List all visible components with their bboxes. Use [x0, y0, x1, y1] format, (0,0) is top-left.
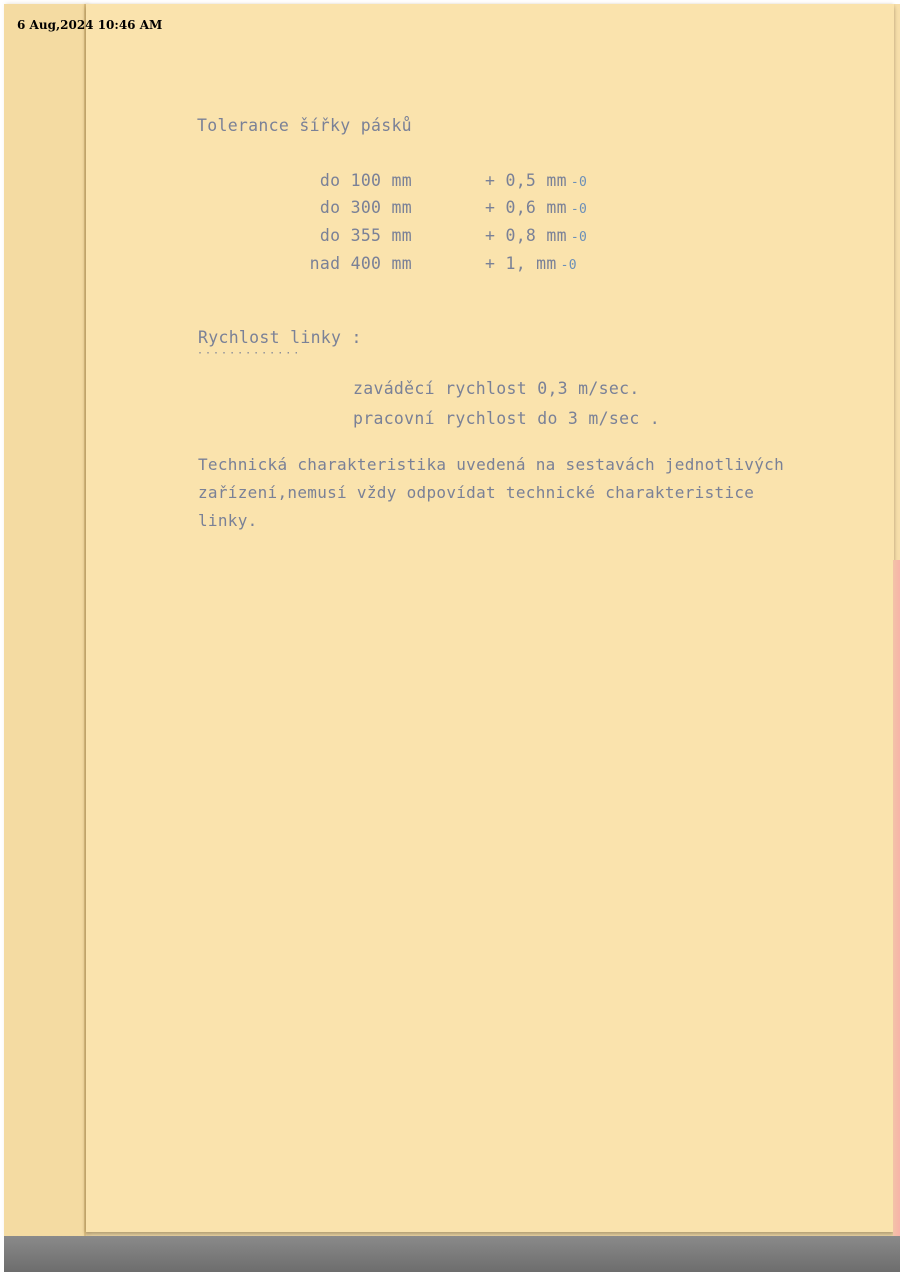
tolerance-range: do 355 mm — [319, 226, 412, 245]
handwritten-correction: -0 — [570, 202, 588, 217]
paragraph-line: zařízení,nemusí vždy odpovídat technické charakteristice — [198, 483, 755, 502]
handwritten-correction: -0 — [570, 230, 588, 245]
scan-timestamp: 6 Aug,2024 10:46 AM — [17, 18, 163, 32]
tolerance-row — [0, 226, 800, 248]
tolerance-value: + 0,6 mm -0 — [485, 198, 588, 217]
tolerance-value: + 0,5 mm -0 — [485, 171, 588, 190]
speed-heading-underline: ············· — [197, 348, 302, 359]
speed-row: zaváděcí rychlost 0,3 m/sec. — [353, 379, 640, 398]
page-edge — [893, 560, 900, 1236]
tolerance-value: + 1, mm -0 — [485, 254, 577, 273]
tolerance-row — [0, 254, 800, 276]
speed-row: pracovní rychlost do 3 m/sec . — [353, 409, 661, 428]
paragraph-line: Technická charakteristika uvedená na sestavách jednotlivých — [198, 455, 785, 474]
speed-heading: Rychlost linky : — [198, 328, 362, 347]
tolerance-row — [0, 171, 800, 193]
tolerance-range: nad 400 mm — [309, 254, 412, 273]
tolerance-range: do 300 mm — [319, 198, 412, 217]
scanner-bottom-bar — [4, 1236, 900, 1272]
handwritten-correction: -0 — [560, 258, 577, 273]
handwritten-correction: -0 — [570, 175, 588, 190]
tolerance-value: + 0,8 mm -0 — [485, 226, 588, 245]
tolerance-range: do 100 mm — [319, 171, 412, 190]
tolerance-heading: Tolerance šířky pásků — [197, 116, 412, 135]
tolerance-row — [0, 198, 800, 220]
paragraph-line: linky. — [198, 511, 258, 530]
